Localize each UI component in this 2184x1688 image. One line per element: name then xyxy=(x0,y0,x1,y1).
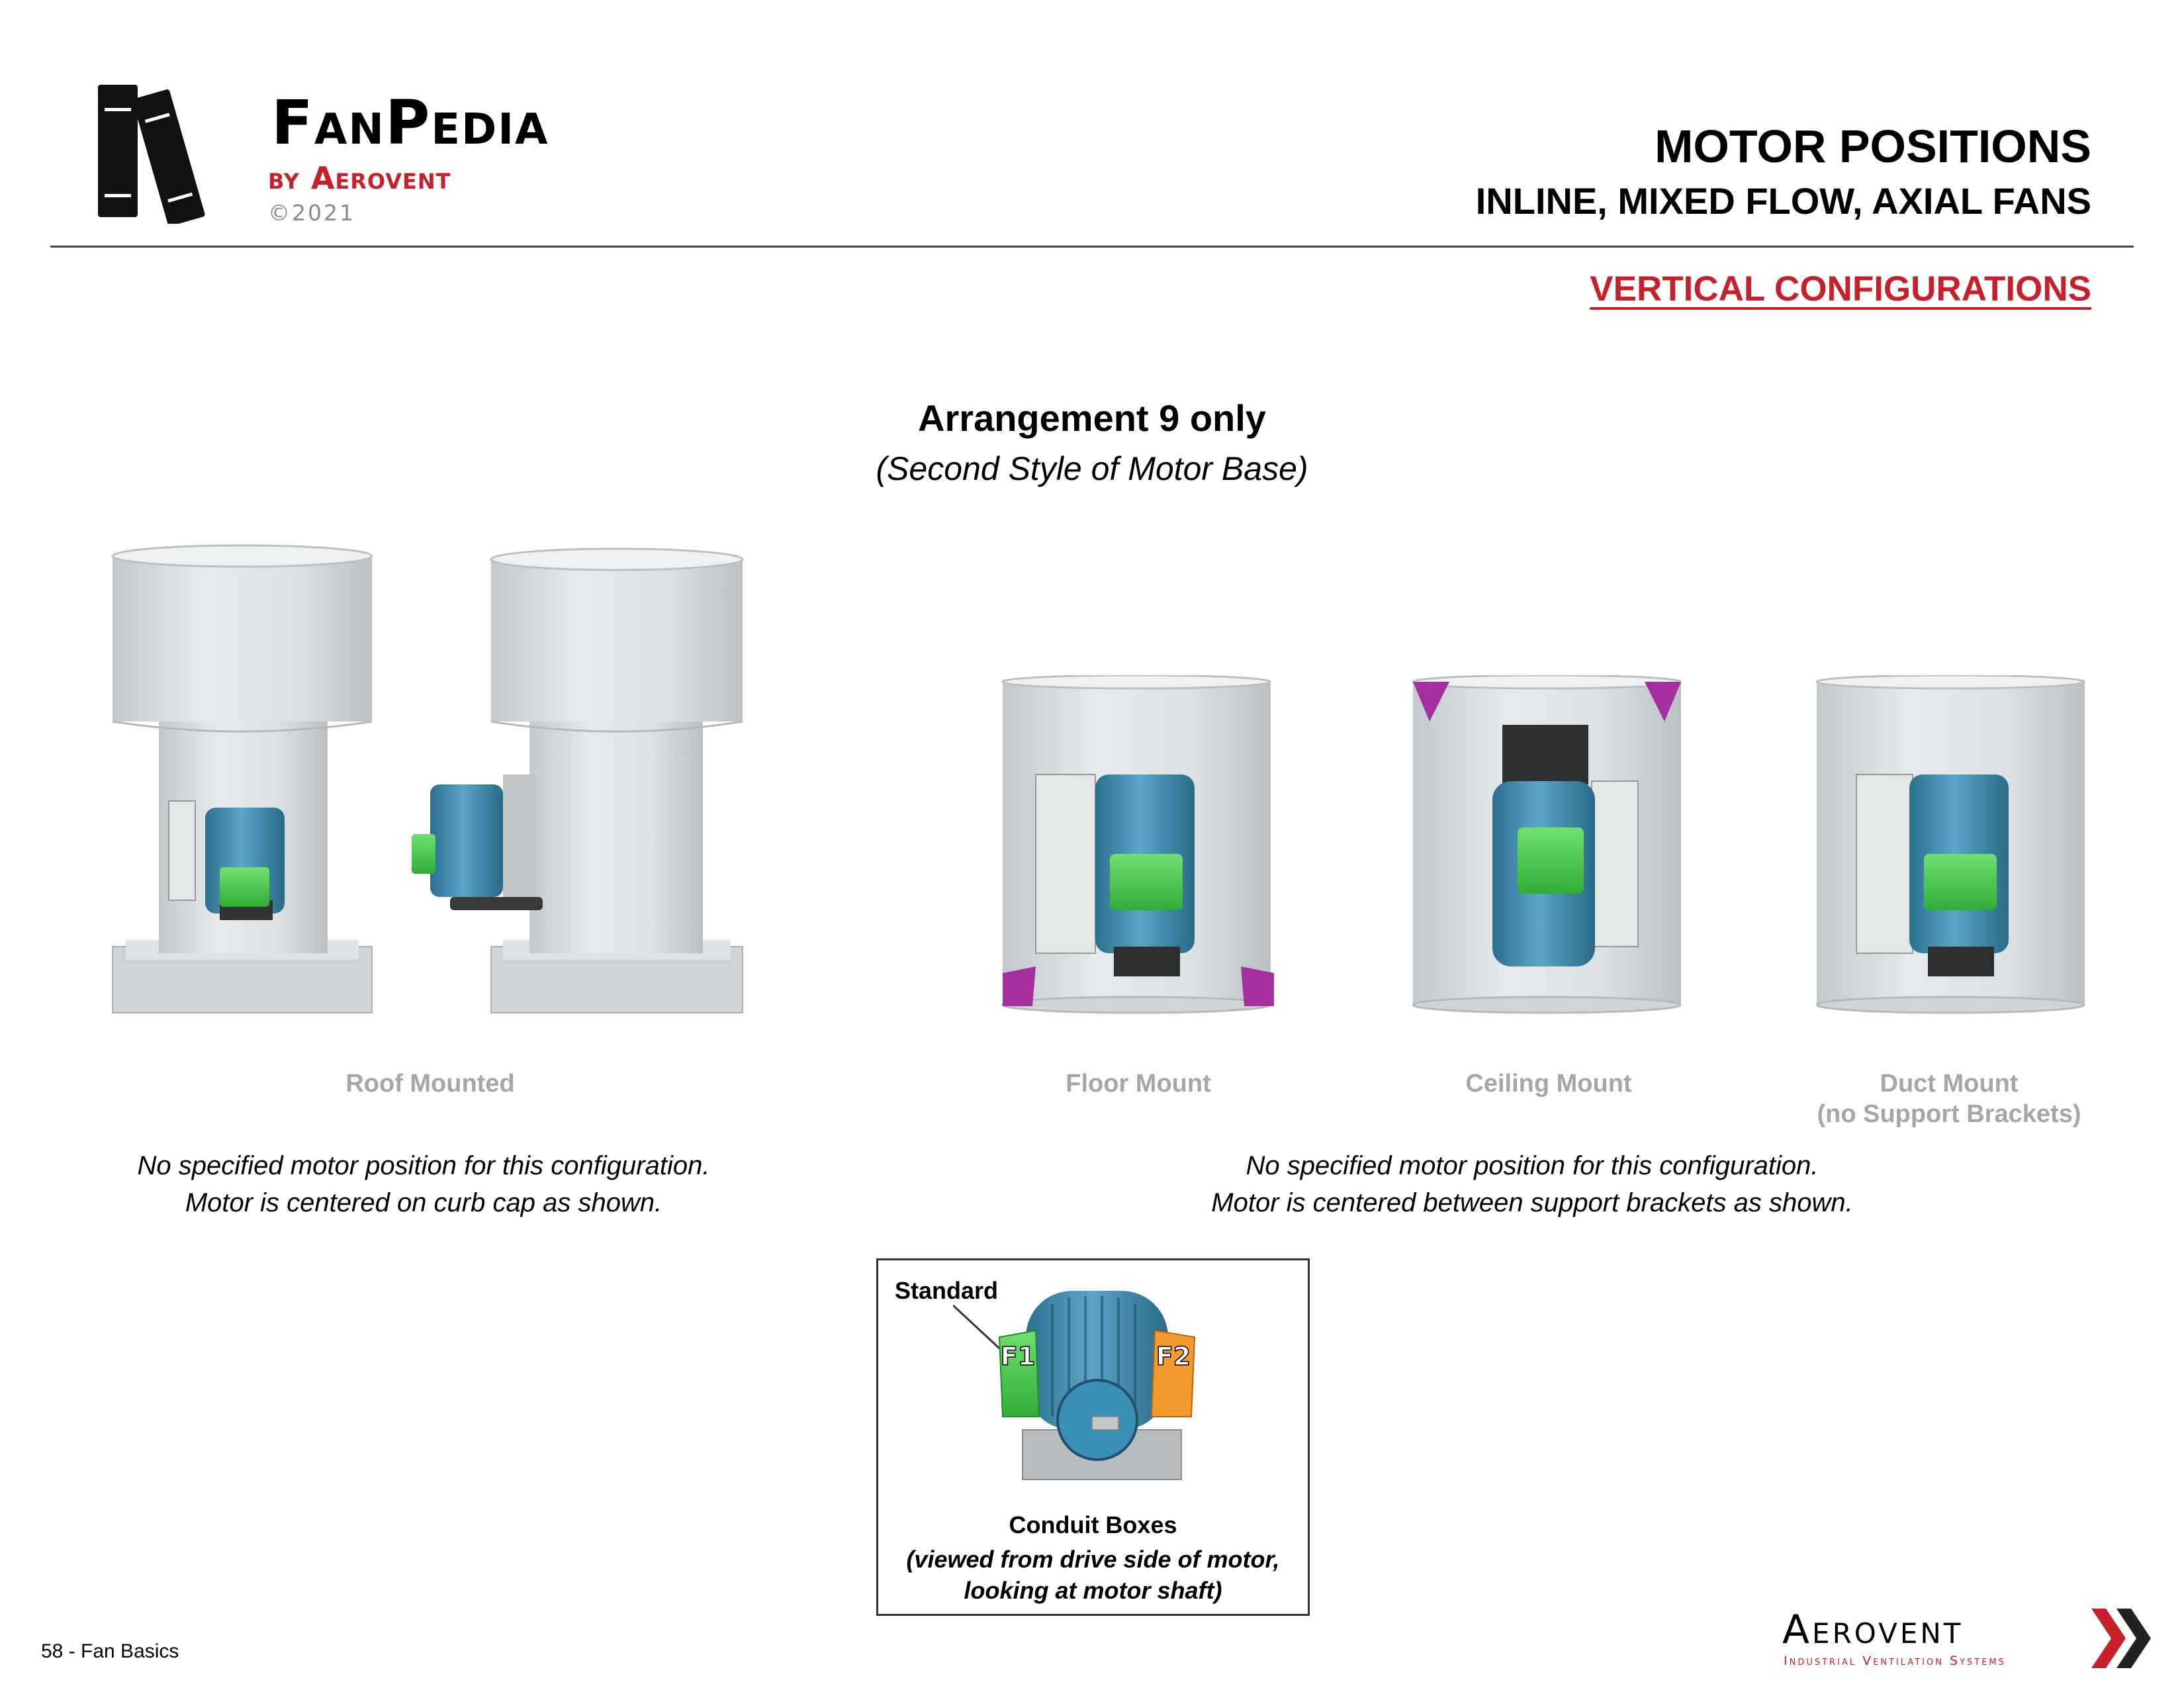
inline-mount-note xyxy=(1138,1147,1926,1221)
page-subtitle: INLINE, MIXED FLOW, AXIAL FANS xyxy=(1475,180,2091,222)
f1-label: F1 xyxy=(1000,1342,1036,1371)
roof-mount-note xyxy=(60,1147,788,1221)
roof-note-line2: Motor is centered on curb cap as shown. xyxy=(185,1188,662,1217)
inset-caption-detail xyxy=(876,1544,1310,1607)
caption-floor-mount: Floor Mount xyxy=(1066,1070,1211,1098)
arrangement-title: Arrangement 9 only xyxy=(918,397,1266,439)
ceiling-mount-fan-illustration xyxy=(1406,675,1688,1023)
inset-caption-title: Conduit Boxes xyxy=(1009,1511,1177,1538)
footer-tagline: Industrial Ventilation Systems xyxy=(1784,1654,2006,1668)
header-divider xyxy=(50,246,2134,248)
arrangement-subtitle: (Second Style of Motor Base) xyxy=(876,450,1308,487)
motor-conduit-box-icon xyxy=(953,1278,1224,1489)
footer-brand: Aerovent xyxy=(1782,1607,1964,1653)
inline-note-line2: Motor is centered between support brackets as shown. xyxy=(1211,1188,1853,1217)
caption-duct-mount-line1: Duct Mount xyxy=(1880,1070,2019,1098)
duct-mount-fan-illustration xyxy=(1810,675,2091,1023)
inset-standard-label: Standard xyxy=(895,1277,999,1304)
fanpedia-books-logo-icon xyxy=(98,78,217,224)
caption-ceiling-mount: Ceiling Mount xyxy=(1465,1070,1632,1098)
roof-note-line1: No specified motor position for this configuration. xyxy=(137,1151,710,1180)
brand-copyright: ©2021 xyxy=(268,200,355,226)
roof-fan-b xyxy=(412,549,743,1013)
roof-mounted-fan-illustration xyxy=(106,543,748,1019)
floor-mount-fan-illustration xyxy=(996,675,1277,1023)
caption-duct-mount xyxy=(1807,1068,2091,1130)
footer-page-number: 58 - Fan Basics xyxy=(41,1640,179,1662)
inline-note-line1: No specified motor position for this configuration. xyxy=(1246,1151,1819,1180)
brand-name: FanPedia xyxy=(271,87,549,158)
page-title: MOTOR POSITIONS xyxy=(1655,120,2091,172)
inset-caption-line2: (viewed from drive side of motor, xyxy=(906,1546,1280,1573)
section-heading: VERTICAL CONFIGURATIONS xyxy=(1590,269,2091,308)
caption-duct-mount-line2: (no Support Brackets) xyxy=(1817,1100,2081,1129)
caption-roof-mounted: Roof Mounted xyxy=(345,1070,515,1098)
inset-caption-line3: looking at motor shaft) xyxy=(964,1576,1222,1604)
aerovent-chevron-icon xyxy=(2091,1609,2151,1668)
f2-label: F2 xyxy=(1156,1342,1191,1371)
brand-by-line: by Aerovent xyxy=(268,160,451,196)
roof-fan-a xyxy=(113,545,372,1013)
